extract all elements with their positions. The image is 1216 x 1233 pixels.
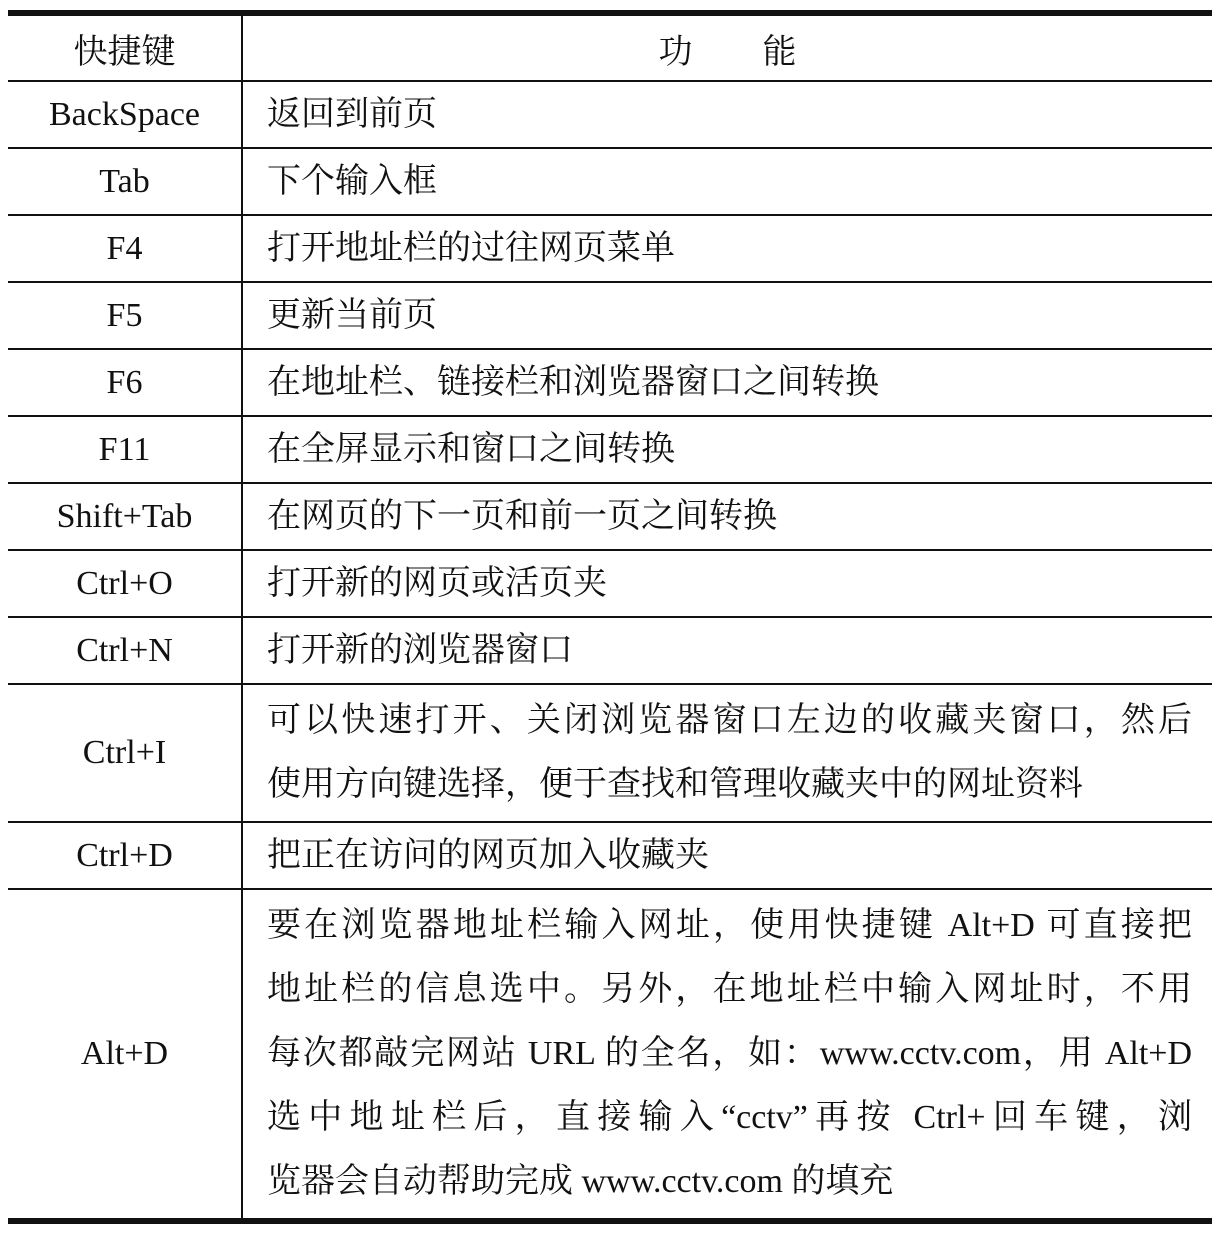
description-line: 打开新的网页或活页夹 xyxy=(267,565,607,602)
description-line: 在地址栏、链接栏和浏览器窗口之间转换 xyxy=(267,364,879,401)
table-row xyxy=(8,148,1212,215)
description-line: 在网页的下一页和前一页之间转换 xyxy=(267,498,777,535)
table-row xyxy=(8,416,1212,483)
description-line: 览器会自动帮助完成 www.cctv.com 的填充 xyxy=(267,1163,894,1200)
header-row xyxy=(8,13,1212,81)
shortcut-description xyxy=(242,349,1212,416)
shortcut-key: F5 xyxy=(8,282,242,349)
header-key: 快捷键 xyxy=(8,13,242,81)
table-row xyxy=(8,684,1212,822)
description-line: 选中地址栏后，直接输入“cctv”再按 Ctrl+回车键，浏 xyxy=(267,1099,1192,1136)
table-row xyxy=(8,349,1212,416)
description-line: 打开新的浏览器窗口 xyxy=(267,632,573,669)
description-line: 每次都敲完网站 URL 的全名，如：www.cctv.com，用 Alt+D xyxy=(267,1035,1192,1072)
shortcut-key: F11 xyxy=(8,416,242,483)
description-line: 返回到前页 xyxy=(267,96,437,133)
shortcut-key: Ctrl+D xyxy=(8,822,242,889)
shortcut-description xyxy=(242,215,1212,282)
shortcut-description xyxy=(242,282,1212,349)
shortcut-key: Alt+D xyxy=(8,889,242,1221)
table-row xyxy=(8,822,1212,889)
description-line: 在全屏显示和窗口之间转换 xyxy=(267,431,675,468)
table-row xyxy=(8,81,1212,148)
description-line: 使用方向键选择，便于查找和管理收藏夹中的网址资料 xyxy=(267,766,1083,803)
shortcut-description xyxy=(242,81,1212,148)
shortcut-description xyxy=(242,617,1212,684)
table-header xyxy=(8,13,1212,81)
shortcut-description xyxy=(242,822,1212,889)
shortcut-description xyxy=(242,550,1212,617)
table-row xyxy=(8,282,1212,349)
description-line: 更新当前页 xyxy=(267,297,437,334)
shortcut-description xyxy=(242,684,1212,822)
description-line: 下个输入框 xyxy=(267,163,437,200)
shortcut-description xyxy=(242,416,1212,483)
shortcut-key: BackSpace xyxy=(8,81,242,148)
table-row xyxy=(8,483,1212,550)
shortcut-table xyxy=(8,10,1212,1224)
description-line: 打开地址栏的过往网页菜单 xyxy=(267,230,675,267)
shortcut-key: Ctrl+N xyxy=(8,617,242,684)
table-body xyxy=(8,81,1212,1221)
shortcut-key: F4 xyxy=(8,215,242,282)
description-line: 可以快速打开、关闭浏览器窗口左边的收藏夹窗口，然后 xyxy=(267,702,1192,739)
shortcut-key: Shift+Tab xyxy=(8,483,242,550)
shortcut-description xyxy=(242,148,1212,215)
description-line: 地址栏的信息选中。另外，在地址栏中输入网址时，不用 xyxy=(267,971,1192,1008)
table-row xyxy=(8,215,1212,282)
description-line: 把正在访问的网页加入收藏夹 xyxy=(267,837,709,874)
header-function-char-1: 功 xyxy=(658,33,693,71)
header-function xyxy=(242,13,1212,81)
table-row xyxy=(8,550,1212,617)
shortcut-key: F6 xyxy=(8,349,242,416)
table-row xyxy=(8,889,1212,1221)
shortcut-description xyxy=(242,483,1212,550)
header-function-char-2: 能 xyxy=(762,33,797,71)
shortcut-description xyxy=(242,889,1212,1221)
shortcut-key: Tab xyxy=(8,148,242,215)
shortcut-key: Ctrl+I xyxy=(8,684,242,822)
shortcut-key: Ctrl+O xyxy=(8,550,242,617)
description-line: 要在浏览器地址栏输入网址，使用快捷键 Alt+D 可直接把 xyxy=(267,907,1192,944)
table-row xyxy=(8,617,1212,684)
